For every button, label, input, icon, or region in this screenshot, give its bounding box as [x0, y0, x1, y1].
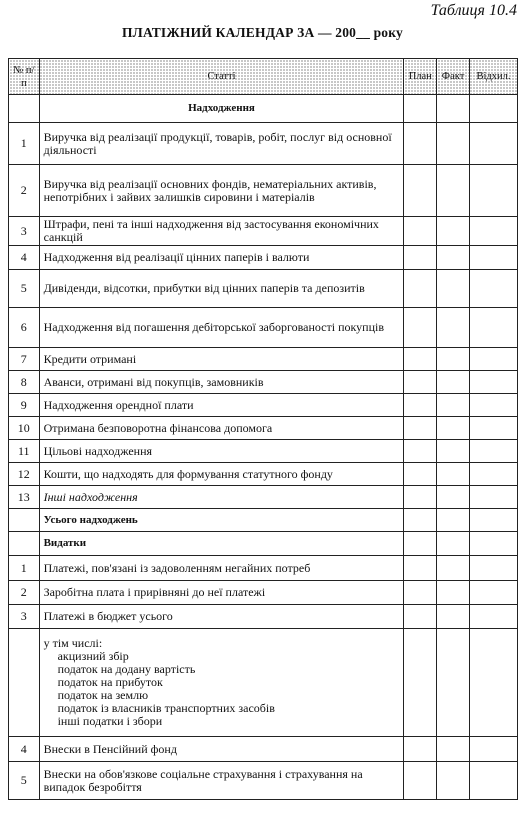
row-item-text: Внески на обов'язкове соціальне страхування і страхування на випадок безробіття	[39, 762, 404, 800]
header-row	[9, 59, 518, 95]
deviation-cell	[469, 308, 517, 348]
deviation-cell	[469, 246, 517, 270]
table-body	[9, 95, 518, 800]
plan-cell	[404, 762, 437, 800]
column-header-item: Статті	[39, 59, 404, 95]
plan-cell	[404, 246, 437, 270]
row-item-text: Виручка від реалізації продукції, товарів, робіт, послуг від основної діяльності	[39, 123, 404, 165]
deviation-cell	[469, 556, 517, 581]
expense-row	[9, 737, 518, 762]
deviation-cell	[469, 463, 517, 486]
page-title: ПЛАТІЖНИЙ КАЛЕНДАР ЗА — 200__ року	[121, 25, 403, 40]
row-number: 12	[9, 463, 40, 486]
payment-calendar-table	[8, 58, 518, 800]
deviation-cell	[469, 486, 517, 509]
plan-cell	[404, 417, 437, 440]
income-row	[9, 440, 518, 463]
row-item-text: Надходження від реалізації цінних паперів і валюти	[39, 246, 404, 270]
row-item-text: Аванси, отримані від покупців, замовників	[39, 371, 404, 394]
row-number: 3	[9, 217, 40, 246]
fact-cell	[437, 217, 470, 246]
plan-cell	[404, 463, 437, 486]
section-row-expenses	[9, 532, 518, 556]
table-cell	[9, 95, 40, 123]
income-row	[9, 371, 518, 394]
row-number: 4	[9, 737, 40, 762]
deviation-cell	[469, 371, 517, 394]
deviation-cell	[469, 165, 517, 217]
row-number: 6	[9, 308, 40, 348]
plan-cell	[404, 737, 437, 762]
income-row	[9, 394, 518, 417]
plan-cell	[404, 348, 437, 371]
plan-cell	[404, 371, 437, 394]
fact-cell	[437, 417, 470, 440]
row-number: 2	[9, 165, 40, 217]
row-number: 4	[9, 246, 40, 270]
table-cell	[437, 95, 470, 123]
row-item-text: Кредити отримані	[39, 348, 404, 371]
fact-cell	[437, 270, 470, 308]
row-number: 3	[9, 605, 40, 629]
plan-cell	[404, 605, 437, 629]
fact-cell	[437, 165, 470, 217]
deviation-cell	[469, 123, 517, 165]
expense-row	[9, 762, 518, 800]
deviation-cell	[469, 629, 517, 737]
section-row-expenses-title: Видатки	[39, 532, 404, 556]
tax-item: податок на землю	[57, 688, 149, 702]
section-row-income	[9, 95, 518, 123]
plan-cell	[404, 629, 437, 737]
plan-cell	[404, 556, 437, 581]
tax-item: податок на додану вартість	[57, 662, 196, 676]
tax-item: податок на прибуток	[57, 675, 163, 689]
income-row	[9, 165, 518, 217]
deviation-cell	[469, 440, 517, 463]
row-item-text: Інші надходження	[39, 486, 404, 509]
row-number: 5	[9, 270, 40, 308]
deviation-cell	[469, 417, 517, 440]
fact-cell	[437, 737, 470, 762]
fact-cell	[437, 556, 470, 581]
row-item-text: Надходження від погашення дебіторської заборгованості покупців	[39, 308, 404, 348]
fact-cell	[437, 581, 470, 605]
deviation-cell	[469, 581, 517, 605]
tax-breakdown-row	[9, 629, 518, 737]
row-number	[9, 532, 40, 556]
deviation-cell	[469, 762, 517, 800]
row-number: 10	[9, 417, 40, 440]
row-item-text: Виручка від реалізації основних фондів, нематеріальних активів, непотрібних і зайвих залишків сировини і матеріалів	[39, 165, 404, 217]
deviation-cell	[469, 509, 517, 532]
row-number: 1	[9, 556, 40, 581]
plan-cell	[404, 581, 437, 605]
expense-row	[9, 605, 518, 629]
fact-cell	[437, 532, 470, 556]
row-item-text: Платежі, пов'язані із задоволенням негайних потреб	[39, 556, 404, 581]
table-number-label: Таблиця 10.4	[430, 2, 517, 19]
deviation-cell	[469, 270, 517, 308]
income-row	[9, 308, 518, 348]
row-number	[9, 509, 40, 532]
section-row-income-total-title: Усього надходжень	[39, 509, 404, 532]
table-cell	[469, 95, 517, 123]
deviation-cell	[469, 532, 517, 556]
fact-cell	[437, 629, 470, 737]
row-item-text: Внески в Пенсійний фонд	[39, 737, 404, 762]
tax-breakdown-heading: у тім числі:	[43, 636, 103, 650]
plan-cell	[404, 270, 437, 308]
fact-cell	[437, 509, 470, 532]
plan-cell	[404, 440, 437, 463]
row-number: 13	[9, 486, 40, 509]
income-row	[9, 486, 518, 509]
fact-cell	[437, 440, 470, 463]
row-item-text: Заробітна плата і прирівняні до неї платежі	[39, 581, 404, 605]
fact-cell	[437, 486, 470, 509]
fact-cell	[437, 371, 470, 394]
deviation-cell	[469, 348, 517, 371]
fact-cell	[437, 123, 470, 165]
fact-cell	[437, 605, 470, 629]
income-row	[9, 246, 518, 270]
section-row-income-total	[9, 509, 518, 532]
plan-cell	[404, 394, 437, 417]
column-header-no: № п/п	[9, 59, 40, 95]
fact-cell	[437, 394, 470, 417]
column-header-plan: План	[404, 59, 437, 95]
row-number: 2	[9, 581, 40, 605]
tax-breakdown-cell	[39, 629, 404, 737]
row-number: 8	[9, 371, 40, 394]
fact-cell	[437, 762, 470, 800]
row-item-text: Дивіденди, відсотки, прибутки від цінних паперів та депозитів	[39, 270, 404, 308]
tax-item: інші податки і збори	[57, 714, 163, 728]
plan-cell	[404, 165, 437, 217]
fact-cell	[437, 308, 470, 348]
expense-row	[9, 581, 518, 605]
row-number: 9	[9, 394, 40, 417]
row-number: 1	[9, 123, 40, 165]
income-row	[9, 417, 518, 440]
column-header-fact: Факт	[437, 59, 470, 95]
row-item-text: Платежі в бюджет усього	[39, 605, 404, 629]
column-header-deviation: Відхил.	[469, 59, 517, 95]
plan-cell	[404, 308, 437, 348]
income-row	[9, 348, 518, 371]
row-number: 11	[9, 440, 40, 463]
deviation-cell	[469, 217, 517, 246]
tax-item: акцизний збір	[57, 649, 129, 663]
row-item-text: Надходження орендної плати	[39, 394, 404, 417]
plan-cell	[404, 217, 437, 246]
tax-item: податок із власників транспортних засобів	[57, 701, 275, 715]
income-row	[9, 123, 518, 165]
row-item-text: Кошти, що надходять для формування статутного фонду	[39, 463, 404, 486]
row-number: 7	[9, 348, 40, 371]
row-item-text: Отримана безповоротна фінансова допомога	[39, 417, 404, 440]
income-row	[9, 217, 518, 246]
expense-row	[9, 556, 518, 581]
deviation-cell	[469, 605, 517, 629]
fact-cell	[437, 246, 470, 270]
row-item-text: Штрафи, пені та інші надходження від застосування економічних санкцій	[39, 217, 404, 246]
fact-cell	[437, 463, 470, 486]
plan-cell	[404, 532, 437, 556]
income-row	[9, 270, 518, 308]
fact-cell	[437, 348, 470, 371]
table-cell	[404, 95, 437, 123]
deviation-cell	[469, 394, 517, 417]
income-row	[9, 463, 518, 486]
plan-cell	[404, 509, 437, 532]
plan-cell	[404, 486, 437, 509]
deviation-cell	[469, 737, 517, 762]
row-item-text: Цільові надходження	[39, 440, 404, 463]
row-number: 5	[9, 762, 40, 800]
section-title-income: Надходження	[39, 95, 404, 123]
plan-cell	[404, 123, 437, 165]
row-number	[9, 629, 40, 737]
